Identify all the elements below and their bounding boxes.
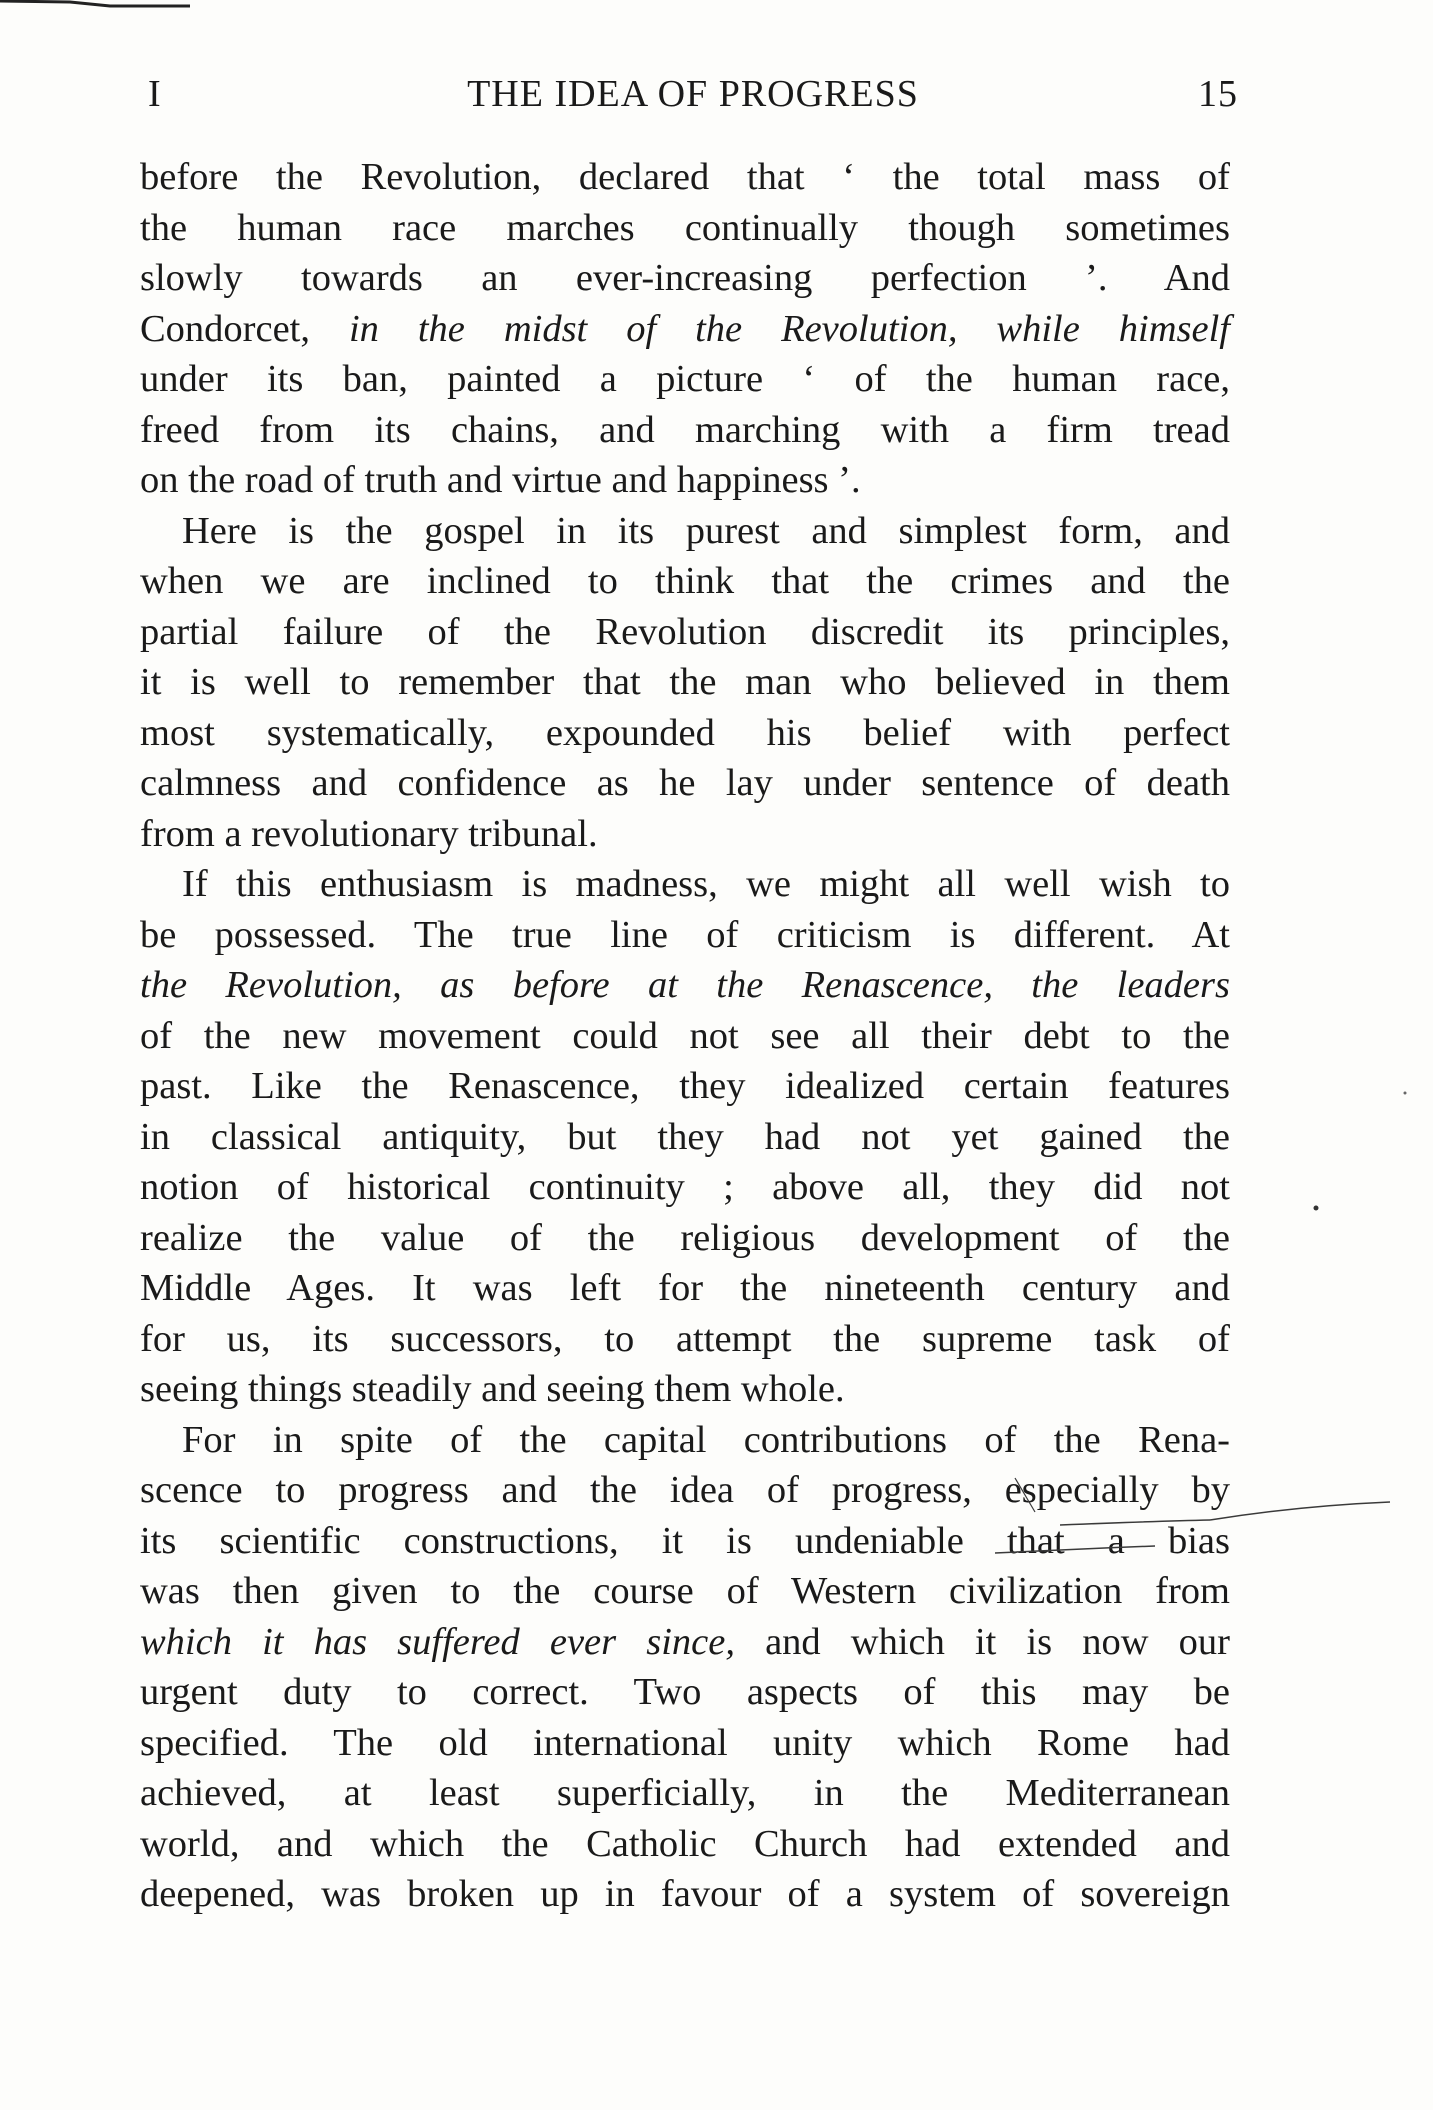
text-line (140, 304, 1230, 355)
text-line: seeing things steadily and seeing them whole. (140, 1368, 845, 1410)
margin-dot (1404, 1092, 1407, 1095)
text-line: it is well to remember that the man who believed in them (140, 661, 1230, 703)
paragraph-2 (140, 506, 1230, 860)
text-line: calmness and confidence as he lay under sentence of death (140, 762, 1230, 804)
text-line: For in spite of the capital contributions of the Rena- (182, 1418, 1230, 1461)
text-line: achieved, at least superficially, in the Mediterranean (140, 1772, 1230, 1814)
text-line: under its ban, painted a picture ‘ of the human race, (140, 358, 1230, 400)
text-line: partial failure of the Revolution discredit its principles, (140, 610, 1230, 653)
italic-run: which it has suffered ever since, (140, 1620, 735, 1663)
text-line: slowly towards an ever-increasing perfection ’. And (140, 257, 1230, 299)
text-line: If this enthusiasm is madness, we might all well wish to (182, 863, 1230, 905)
text-line: freed from its chains, and marching with a firm tread (140, 408, 1230, 451)
italic-run: in the midst of the Revolution, while himself (310, 307, 1230, 350)
text-line: the Revolution, as before at the Renascence, the leaders (140, 964, 1230, 1006)
margin-dot (1314, 1206, 1319, 1211)
text-line: Middle Ages. It was left for the nineteenth century and (140, 1267, 1230, 1309)
text-line (140, 1617, 1230, 1668)
text-line: most systematically, expounded his belief with perfect (140, 711, 1230, 754)
text-line: Here is the gospel in its purest and simplest form, and (182, 509, 1230, 552)
text-run: and which it is now our (734, 1620, 1230, 1663)
text-line: when we are inclined to think that the crimes and the (140, 560, 1230, 602)
text-line: in classical antiquity, but they had not yet gained the (140, 1115, 1230, 1158)
text-line: from a revolutionary tribunal. (140, 812, 598, 855)
paragraph-1 (140, 152, 1230, 506)
running-head (148, 72, 1238, 122)
text-line: its scientific constructions, it is undeniable that a bias (140, 1519, 1230, 1562)
text-line: on the road of truth and virtue and happiness ’. (140, 459, 861, 501)
paragraph-4 (140, 1415, 1230, 1920)
chapter-number: I (148, 73, 162, 115)
scan-edge-mark (0, 0, 190, 8)
text-line: notion of historical continuity ; above all, they did not (140, 1166, 1230, 1208)
text-line: of the new movement could not see all their debt to the (140, 1014, 1230, 1057)
text-run: Condorcet, (140, 307, 310, 350)
text-line: past. Like the Renascence, they idealized certain features (140, 1065, 1230, 1107)
running-title: THE IDEA OF PROGRESS (467, 73, 919, 115)
text-line: the human race marches continually though sometimes (140, 206, 1230, 249)
text-line: before the Revolution, declared that ‘ the total mass of (140, 156, 1230, 198)
text-line: for us, its successors, to attempt the supreme task of (140, 1317, 1230, 1360)
text-line: be possessed. The true line of criticism is different. At (140, 913, 1230, 956)
text-line: specified. The old international unity which Rome had (140, 1721, 1230, 1764)
text-line: deepened, was broken up in favour of a system of sovereign (140, 1873, 1230, 1915)
text-line: was then given to the course of Western civilization from (140, 1570, 1230, 1612)
page-number: 15 (1198, 73, 1238, 115)
paragraph-3 (140, 859, 1230, 1415)
pencil-margin-line (1210, 1502, 1390, 1520)
text-line: urgent duty to correct. Two aspects of this may be (140, 1671, 1230, 1713)
text-line: realize the value of the religious development of the (140, 1216, 1230, 1259)
text-line: world, and which the Catholic Church had extended and (140, 1822, 1230, 1865)
text-line: scence to progress and the idea of progress, especially by (140, 1469, 1230, 1511)
body-text (140, 152, 1230, 1920)
